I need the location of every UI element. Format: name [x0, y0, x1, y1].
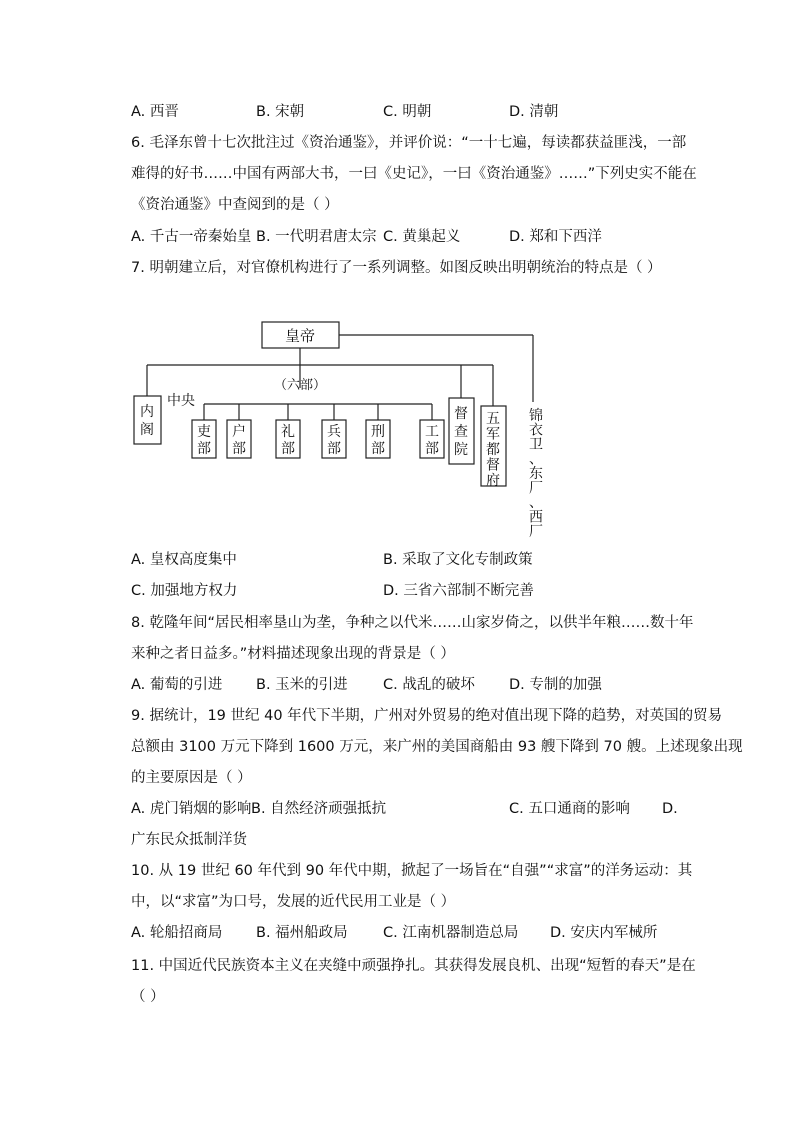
q9-option-c: C. 五口通商的影响 — [509, 801, 630, 817]
neige-label: 内阁 — [140, 404, 154, 438]
ministry-label: 刑部 — [371, 424, 385, 457]
jinyiwei-label: 锦衣卫、东厂、西厂 — [529, 408, 543, 540]
duchayuan-label: 督查院 — [454, 406, 468, 458]
q6-option-c: C. 黄巢起义 — [383, 229, 461, 245]
q5-option-b: B. 宋朝 — [256, 104, 305, 120]
q6-stem-line-2: 难得的好书……中国有两部大书，一曰《史记》，一曰《资治通鉴》……”下列史实不能在 — [131, 166, 697, 182]
q8-option-b: B. 玉米的引进 — [256, 677, 348, 693]
ministry-label: 兵部 — [327, 424, 341, 457]
q11-stem-line-2: （ ） — [131, 989, 165, 1005]
emperor-label: 皇帝 — [284, 327, 316, 345]
ministry-label: 吏部 — [197, 424, 211, 457]
q7-stem: 7. 明朝建立后，对官僚机构进行了一系列调整。如图反映出明朝统治的特点是（ ） — [131, 260, 662, 276]
ministry-label: 工部 — [425, 424, 439, 457]
q10-option-d: D. 安庆内军械所 — [550, 925, 658, 941]
q6-option-d: D. 郑和下西洋 — [509, 229, 602, 245]
q9-option-b: B. 自然经济顽强抵抗 — [251, 801, 387, 817]
q7-option-a: A. 皇权高度集中 — [131, 552, 237, 568]
q8-option-c: C. 战乱的破坏 — [383, 677, 475, 693]
q8-stem-line-1: 8. 乾隆年间“居民相率垦山为垄，争种之以代米……山家岁倚之，以供半年粮……数十年 — [131, 615, 694, 631]
central-label: 中央 — [167, 393, 195, 409]
q8-option-a: A. 葡萄的引进 — [131, 677, 223, 693]
q10-option-a: A. 轮船招商局 — [131, 925, 223, 941]
q10-option-c: C. 江南机器制造总局 — [383, 925, 519, 941]
q9-option-d: D. — [662, 801, 678, 817]
ming-government-diagram — [0, 310, 794, 550]
q9-option-d-text: 广东民众抵制洋货 — [131, 832, 247, 848]
q9-stem-line-1: 9. 据统计，19 世纪 40 年代下半期，广州对外贸易的绝对值出现下降的趋势，对英国的贸易 — [131, 708, 723, 724]
q6-option-b: B. 一代明君唐太宗 — [256, 229, 377, 245]
ministry-label: 礼部 — [281, 424, 295, 457]
ministry-label: 户部 — [232, 424, 246, 457]
q11-stem-line-1: 11. 中国近代民族资本主义在夹缝中顽强挣扎。其获得发展良机、出现“短暂的春天”是在 — [131, 958, 696, 974]
q10-stem-line-2: 中，以“求富”为口号，发展的近代民用工业是（ ） — [131, 894, 456, 910]
wujun-label: 五军都督府 — [486, 411, 500, 489]
q6-stem-line-1: 6. 毛泽东曾十七次批注过《资治通鉴》，并评价说：“一十七遍，每读都获益匪浅，一部 — [131, 135, 687, 151]
q8-stem-line-2: 来种之者日益多。”材料描述现象出现的背景是（ ） — [131, 646, 455, 662]
q6-stem-line-3: 《资治通鉴》中查阅到的是（ ） — [131, 197, 339, 213]
q7-option-d: D. 三省六部制不断完善 — [383, 583, 534, 599]
q7-option-b: B. 采取了文化专制政策 — [383, 552, 533, 568]
q8-option-d: D. 专制的加强 — [509, 677, 602, 693]
q5-option-c: C. 明朝 — [383, 104, 432, 120]
six-ministries-label: （六部） — [273, 378, 327, 393]
q7-option-c: C. 加强地方权力 — [131, 583, 238, 599]
q10-option-b: B. 福州船政局 — [256, 925, 348, 941]
q5-option-d: D. 清朝 — [509, 104, 559, 120]
q10-stem-line-1: 10. 从 19 世纪 60 年代到 90 年代中期，掀起了一场旨在“自强”“求富”的洋务运动：其 — [131, 863, 693, 879]
q9-stem-line-2: 总额由 3100 万元下降到 1600 万元，来广州的美国商船由 93 艘下降到 70 艘。上述现象出现 — [131, 739, 743, 755]
q6-option-a: A. 千古一帝秦始皇 — [131, 229, 252, 245]
q9-option-a: A. 虎门销烟的影响 — [131, 801, 252, 817]
q5-option-a: A. 西晋 — [131, 104, 179, 120]
q9-stem-line-3: 的主要原因是（ ） — [131, 770, 252, 786]
